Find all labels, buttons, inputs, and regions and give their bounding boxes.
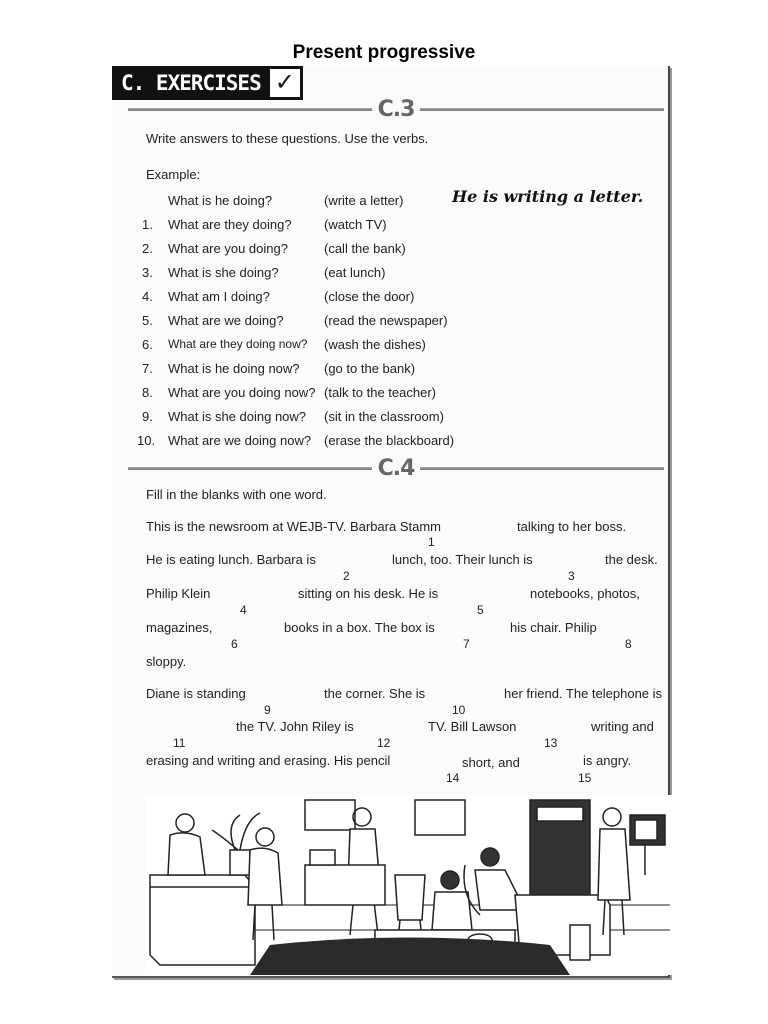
newsroom-illustration [145, 795, 675, 975]
example-verb: (write a letter) [324, 193, 404, 208]
person-head [256, 828, 274, 846]
text-fragment: the corner. She is [324, 686, 426, 701]
question-verb: (eat lunch) [324, 265, 386, 280]
blank-number: 1 [428, 535, 435, 549]
question-number: 3. [142, 265, 153, 280]
blank-number: 9 [264, 703, 271, 717]
question-verb: (watch TV) [324, 217, 387, 232]
blank-number: 15 [578, 771, 592, 785]
blank-number: 13 [544, 736, 558, 750]
blank-number: 7 [463, 637, 470, 651]
text-fragment: his chair. Philip [510, 620, 597, 635]
question-verb: (call the bank) [324, 241, 406, 256]
blank-number: 11 [173, 736, 186, 750]
text-fragment: the TV. John Riley is [236, 719, 354, 734]
text-fragment: sitting on his desk. He is [298, 586, 439, 601]
section-label: C.4 [377, 455, 415, 481]
question-text: What am I doing? [168, 289, 270, 304]
left-desk [150, 875, 255, 965]
text-fragment: lunch, too. Their lunch is [392, 552, 533, 567]
question-number: 9. [142, 409, 153, 424]
question-number: 1. [142, 217, 153, 232]
section-c3-heading [128, 98, 664, 120]
text-fragment: is angry. [583, 753, 632, 768]
section-label: C.3 [377, 96, 415, 122]
question-text: What are you doing? [168, 241, 288, 256]
rug [250, 938, 570, 976]
text-fragment: books in a box. The box is [284, 620, 435, 635]
divider [128, 467, 372, 470]
question-verb: (go to the bank) [324, 361, 416, 376]
question-verb: (erase the blackboard) [324, 433, 455, 448]
text-fragment: short, and [462, 755, 520, 770]
question-text: What are they doing? [168, 217, 292, 232]
text-fragment: erasing and writing and erasing. His pencil [146, 753, 391, 768]
section-c4-heading [128, 457, 664, 479]
question-text: What is he doing now? [168, 361, 300, 376]
divider [420, 108, 664, 111]
person-head [176, 814, 194, 832]
question-verb: (read the newspaper) [324, 313, 448, 328]
blank-number: 2 [343, 569, 350, 583]
c3-instruction: Write answers to these questions. Use the verbs. [146, 131, 429, 146]
text-fragment: sloppy. [146, 654, 187, 669]
blank-number: 8 [625, 637, 632, 651]
center-desk [305, 865, 385, 905]
c4-instruction: Fill in the blanks with one word. [146, 487, 327, 502]
question-text: What are you doing now? [168, 385, 316, 400]
text-fragment: talking to her boss. [517, 519, 627, 534]
blank-number: 3 [568, 569, 575, 583]
question-number: 4. [142, 289, 153, 304]
question-text: What is she doing now? [168, 409, 307, 424]
wall-frame [305, 800, 355, 830]
person-head [441, 871, 459, 889]
question-number: 5. [142, 313, 153, 328]
question-number: 2. [142, 241, 153, 256]
example-question: What is he doing? [168, 193, 273, 208]
person-head [603, 808, 621, 826]
text-fragment: writing and [591, 719, 654, 734]
text-fragment: the desk. [605, 552, 658, 567]
text-fragment: notebooks, photos, [530, 586, 640, 601]
text-fragment: He is eating lunch. Barbara is [146, 552, 316, 567]
question-verb: (close the door) [324, 289, 415, 304]
question-number: 10. [137, 433, 156, 448]
blank-number: 5 [477, 603, 484, 617]
text-fragment: This is the newsroom at WEJB-TV. Barbara Stamm [146, 519, 442, 534]
divider [420, 467, 664, 470]
question-verb: (sit in the classroom) [324, 409, 444, 424]
question-text: What is she doing? [168, 265, 279, 280]
question-verb: (talk to the teacher) [324, 385, 436, 400]
question-verb: (wash the dishes) [324, 337, 426, 352]
question-text: What are we doing? [168, 313, 284, 328]
wall-frame [415, 800, 465, 835]
person-head [481, 848, 499, 866]
question-number: 6. [142, 337, 153, 352]
question-number: 7. [142, 361, 153, 376]
text-fragment: her friend. The telephone is [504, 686, 663, 701]
divider [128, 108, 372, 111]
question-text: What are they doing now? [168, 337, 308, 351]
blank-number: 10 [452, 703, 466, 717]
text-fragment: Diane is standing [146, 686, 246, 701]
exercises-badge [112, 66, 303, 100]
blank-number: 12 [377, 736, 391, 750]
question-number: 8. [142, 385, 153, 400]
blank-number: 4 [240, 603, 247, 617]
page-title: Present progressive [292, 42, 476, 63]
badge-label: C. EXERCISES [121, 71, 261, 95]
checkmark-icon: ✓ [267, 69, 300, 97]
blank-number: 14 [446, 771, 460, 785]
question-text: What are we doing now? [168, 433, 312, 448]
text-fragment: magazines, [146, 620, 213, 635]
example-answer: He is writing a letter. [452, 187, 644, 206]
example-label: Example: [146, 167, 201, 182]
blank-number: 6 [231, 637, 238, 651]
text-fragment: TV. Bill Lawson [428, 719, 517, 734]
text-fragment: Philip Klein [146, 586, 211, 601]
